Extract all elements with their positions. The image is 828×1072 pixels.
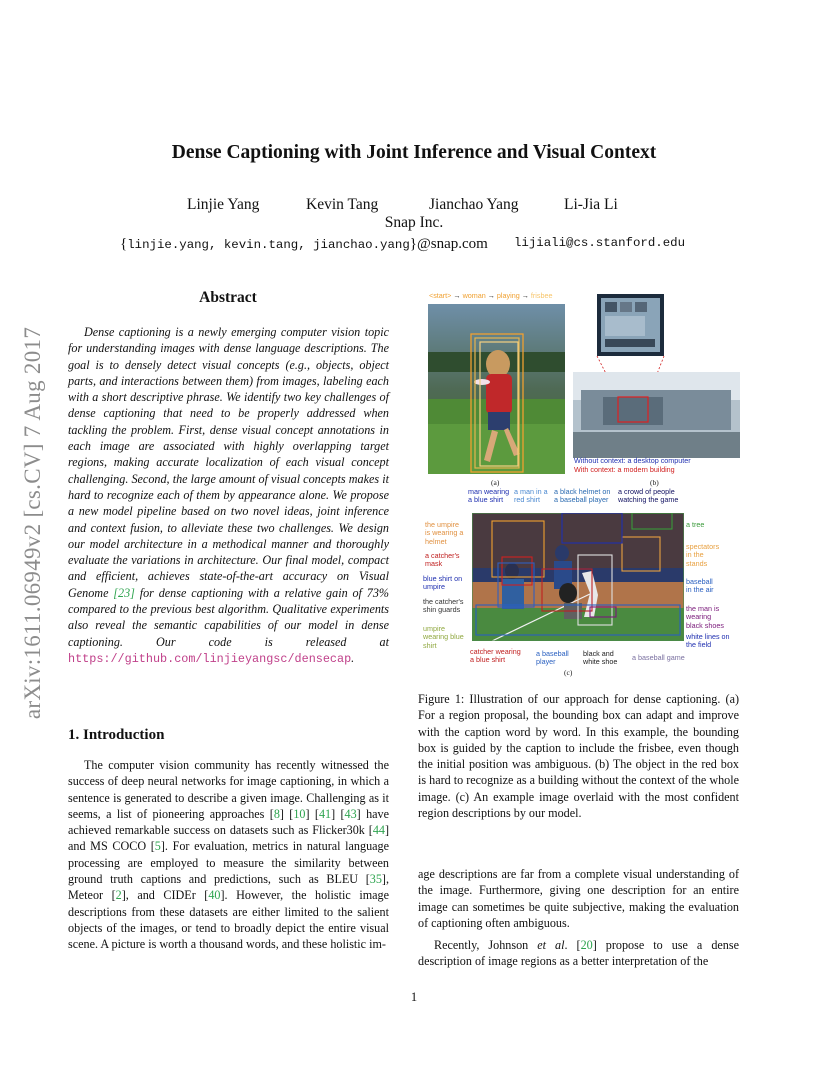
page-number: 1 bbox=[410, 990, 418, 1004]
region-label: the man is wearing black shoes bbox=[686, 604, 724, 630]
email-brace-close: }@snap.com bbox=[409, 236, 488, 252]
abstract-body bbox=[68, 324, 389, 667]
abstract-text: for dense captioning with a relative gain of 73% compared to the previous best algorithm. Qualitative experiments also reveal the semantic capabilities of our model in dense captioning. Our code is released at bbox=[68, 585, 389, 649]
citation-link[interactable]: 35 bbox=[369, 872, 382, 887]
region-label: blue shirt on umpire bbox=[423, 574, 463, 592]
author-name: Linjie Yang bbox=[187, 196, 260, 213]
region-label: man wearing a blue shirt bbox=[468, 487, 510, 505]
email-group: linjie.yang, kevin.tang, jianchao.yang bbox=[127, 238, 410, 252]
with-context-caption: With context: a modern building bbox=[574, 465, 675, 474]
region-label: baseball in the air bbox=[686, 577, 714, 595]
citation-link[interactable]: [23] bbox=[113, 585, 135, 600]
figure-1b-photo bbox=[573, 292, 740, 460]
citation-link[interactable]: 20 bbox=[580, 938, 593, 953]
citation-link[interactable]: 44 bbox=[372, 823, 385, 838]
citation-link[interactable]: 10 bbox=[293, 806, 306, 821]
no-context-caption: Without context: a desktop computer bbox=[574, 456, 691, 465]
citation-link[interactable]: 5 bbox=[154, 839, 161, 854]
region-label: a baseball game bbox=[632, 653, 685, 662]
paragraph: Recently, Johnson et al. [20] propose to use a dense description of image regions as a better interpretation of the bbox=[418, 938, 739, 969]
region-label: a catcher's mask bbox=[425, 551, 460, 569]
code-url-link[interactable]: https://github.com/linjieyangsc/densecap bbox=[68, 651, 352, 666]
region-label: white lines on the field bbox=[686, 632, 730, 650]
region-label: a tree bbox=[686, 520, 705, 529]
author-name: Li-Jia Li bbox=[564, 196, 618, 213]
abstract-text: Dense captioning is a newly emerging computer vision topic for understanding images with dense language descriptions. The goal is to densely detect visual concepts (e.g., objects, object parts, and interactions between them) from images, labeling each with a short descriptive phrase. We identify two key challenges of dense captioning that need to be properly addressed when tackling the problem. First, dense visual concept annotations in each image are associated with highly overlapping target regions, making accurate localization of each visual concept challenging. Second, the large amount of visual concepts makes it hard to recognize each of them by appearance alone. We propose a new model pipeline based on two novel ideas, joint inference and context fusion, to alleviate these two challenges. We design our model architecture in a methodical manner and thoroughly evaluate the variations in architecture. Our final model, compact and efficient, achieves state-of-the-art accuracy on Visual Genome bbox=[68, 325, 389, 600]
email-brace-open: { bbox=[120, 236, 128, 252]
citation-link[interactable]: 41 bbox=[318, 806, 332, 821]
region-label: black and white shoe bbox=[583, 649, 618, 667]
paper-title: Dense Captioning with Joint Inference and Visual Context bbox=[171, 142, 657, 163]
citation-link[interactable]: 2 bbox=[115, 888, 122, 903]
right-column-body bbox=[418, 866, 739, 970]
figure-caption: Figure 1: Illustration of our approach for dense captioning. (a) For a region proposal, the bounding box can adapt and improve with the caption word by word. In this example, the bounding box is guided by the caption to include the frisbee, even though the initial position was ambiguous. (b) The object in the red box is hard to recognize as a building without the context of the whole image. (c) An example image overlaid with the most confident region descriptions by our model. bbox=[418, 692, 739, 821]
arxiv-sidebar-stamp: arXiv:1611.06949v2 [cs.CV] 7 Aug 2017 bbox=[20, 326, 45, 720]
subfigure-label-b: (b) bbox=[650, 478, 659, 487]
region-label: a black helmet on a baseball player bbox=[554, 487, 611, 505]
region-label: a baseball player bbox=[536, 649, 569, 667]
figure-1a-photo bbox=[428, 304, 565, 474]
figure-1c-photo bbox=[472, 513, 684, 641]
author-emails bbox=[120, 236, 488, 253]
region-label: the umpire is wearing a helmet bbox=[425, 520, 464, 546]
region-label: the catcher's shin guards bbox=[423, 597, 464, 615]
figure-1 bbox=[418, 288, 740, 677]
region-label: catcher wearing a blue shirt bbox=[470, 647, 521, 665]
citation-link[interactable]: 8 bbox=[273, 806, 280, 821]
region-label: umpire wearing blue shirt bbox=[423, 624, 464, 650]
author-name: Kevin Tang bbox=[306, 196, 379, 213]
section-heading-introduction: 1. Introduction bbox=[68, 727, 165, 743]
subfigure-label-c: (c) bbox=[564, 668, 573, 677]
paragraph: age descriptions are far from a complete visual understanding of the image. Furthermore, giving one description for an entire image can sometimes be quite subjective, making the evaluation of captioning often ambiguous. bbox=[418, 867, 739, 930]
affiliation: Snap Inc. bbox=[384, 214, 444, 231]
author-email-second: lijiali@cs.stanford.edu bbox=[514, 236, 686, 250]
region-label: spectators in the stands bbox=[686, 542, 720, 568]
introduction-body: The computer vision community has recently witnessed the success of deep neural networks for image captioning, in which a sentence is generated to describe a given image. Challenging as it seems, a list of pioneering approaches [8] [10] [41] [43] have achieved remarkable success on datasets such as Flicker30k [44] and MS COCO [5]. For evaluation, metrics in natural language processing are employed to measure the similarity between ground truth captions and predictions, such as BLEU [35], Meteor [2], and CIDEr [40]. However, the holistic image descriptions from these datasets are either limited to the salient objects of the images, or tend to broadly depict the entire visual scene. A picture is worth a thousand words, and these holistic im- bbox=[68, 758, 389, 952]
author-name: Jianchao Yang bbox=[429, 196, 519, 213]
citation-link[interactable]: 40 bbox=[208, 888, 221, 903]
abstract-heading: Abstract bbox=[199, 289, 257, 306]
citation-link[interactable]: 43 bbox=[344, 806, 357, 821]
subfigure-label-a: (a) bbox=[491, 478, 500, 487]
word-sequence: <start> → woman → playing → frisbee bbox=[429, 291, 553, 300]
abstract-text: . bbox=[351, 650, 355, 665]
region-label: a crowd of people watching the game bbox=[618, 487, 679, 505]
region-label: a man in a red shirt bbox=[514, 487, 548, 505]
